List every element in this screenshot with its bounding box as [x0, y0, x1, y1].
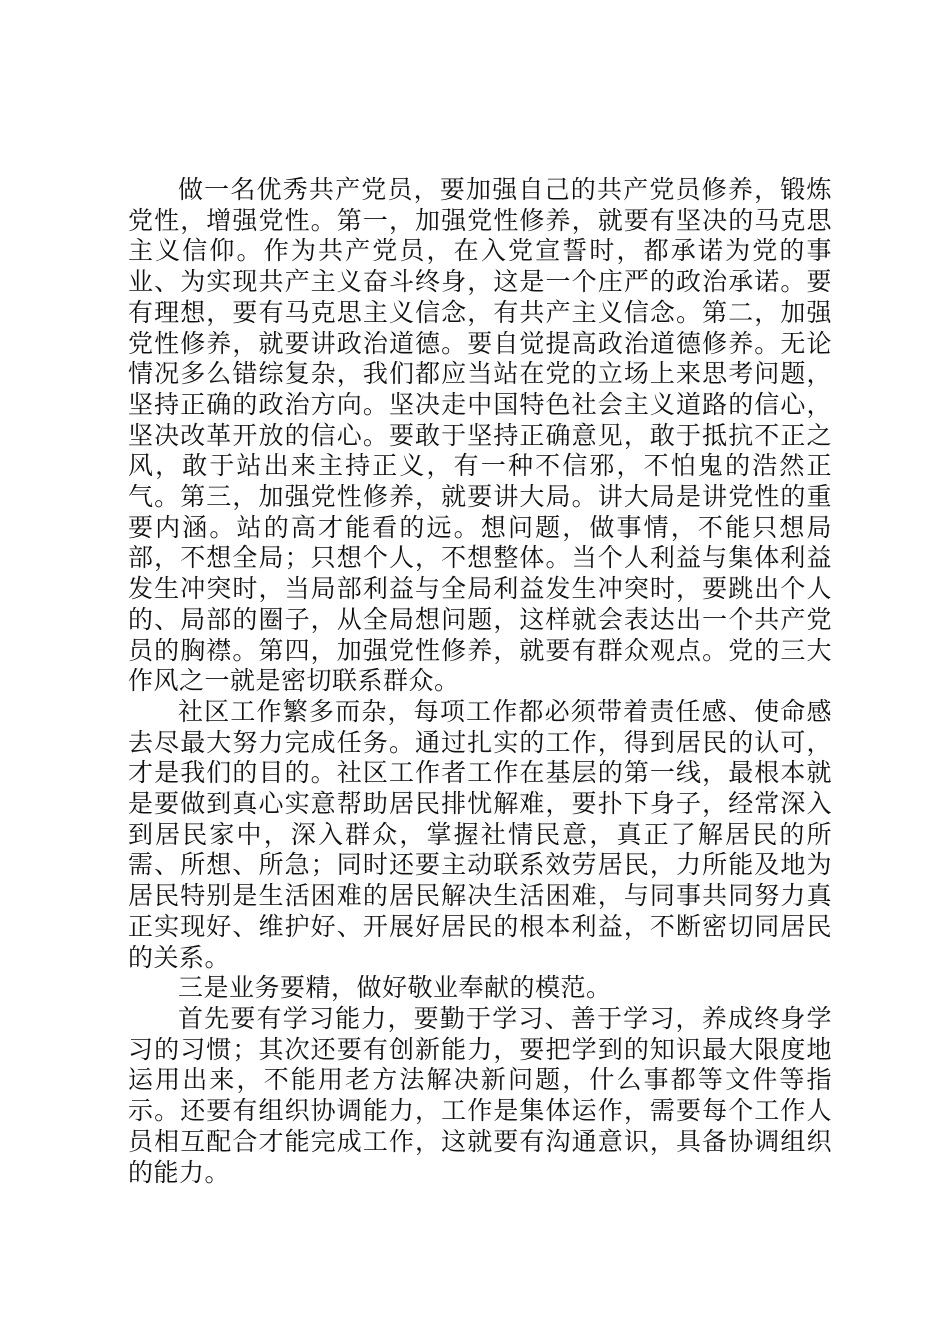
- paragraph-section-heading: 三是业务要精，做好敬业奉献的模范。: [178, 973, 612, 1003]
- paragraph-abilities: 首先要有学习能力，要勤于学习、善于学习，养成终身学习的习惯；其次还要有创新能力，要把学到的知识最大限度地运用出来，不能用老方法解决新问题，什么事都等文件等指示。还要有组织协调能力，工作是集体运作，需要每个工作人员相互配合才能完成工作，这就要有沟通意识，具备协调组织的能力。: [128, 1003, 832, 1187]
- document-body: [128, 175, 832, 1188]
- paragraph-community-work: 社区工作繁多而杂，每项工作都必须带着责任感、使命感去尽最大努力完成任务。通过扎实的工作，得到居民的认可，才是我们的目的。社区工作者工作在基层的第一线，最根本就是要做到真心实意帮助居民排忧解难，要扑下身子，经常深入到居民家中，深入群众，掌握社情民意，真正了解居民的所需、所想、所急；同时还要主动联系效劳居民，力所能及地为居民特别是生活困难的居民解决生活困难，与同事共同努力真正实现好、维护好、开展好居民的根本利益，不断密切同居民的关系。: [128, 696, 832, 972]
- paragraph-party-cultivation: 做一名优秀共产党员，要加强自己的共产党员修养，锻炼党性，增强党性。第一，加强党性修养，就要有坚决的马克思主义信仰。作为共产党员，在入党宣誓时，都承诺为党的事业、为实现共产主义奋斗终身，这是一个庄严的政治承诺。要有理想，要有马克思主义信念，有共产主义信念。第二，加强党性修养，就要讲政治道德。要自觉提高政治道德修养。无论情况多么错综复杂，我们都应当站在党的立场上来思考问题，坚持正确的政治方向。坚决走中国特色社会主义道路的信心，坚决改革开放的信心。要敢于坚持正确意见，敢于抵抗不正之风，敢于站出来主持正义，有一种不信邪，不怕鬼的浩然正气。第三，加强党性修养，就要讲大局。讲大局是讲党性的重要内涵。站的高才能看的远。想问题，做事情，不能只想局部，不想全局；只想个人，不想整体。当个人利益与集体利益发生冲突时，当局部利益与全局利益发生冲突时，要跳出个人的、局部的圈子，从全局想问题，这样就会表达出一个共产党员的胸襟。第四，加强党性修养，就要有群众观点。党的三大作风之一就是密切联系群众。: [128, 175, 832, 696]
